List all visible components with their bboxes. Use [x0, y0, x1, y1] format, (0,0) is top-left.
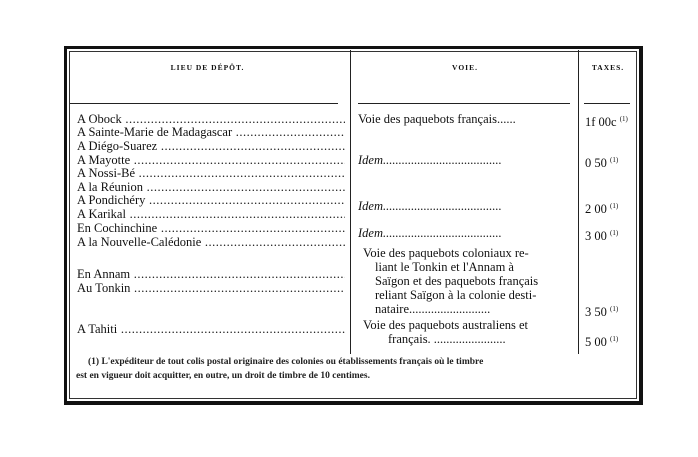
- header-voie: VOIE.: [452, 63, 478, 72]
- header-rule: [584, 103, 630, 104]
- tax-value: [585, 112, 635, 129]
- header-lieu: LIEU DE DÉPÔT.: [170, 63, 245, 72]
- voie-item: français. .......................: [388, 332, 506, 346]
- voie-item: Idem......................................: [358, 153, 502, 167]
- lieu-item: A Diégo-Suarez .....: [77, 139, 345, 153]
- voie-item: Voie des paquebots australiens et: [363, 318, 529, 332]
- voie-item: nataire..........................: [375, 302, 491, 316]
- tax-value: [585, 226, 635, 243]
- lieu-item: A Sainte-Marie de Madagascar .....: [77, 125, 345, 139]
- lieu-item: A Karikal .....: [77, 207, 345, 221]
- note-mark: (1): [610, 156, 619, 164]
- lieu-item: En Annam .....: [77, 267, 345, 281]
- lieu-item: A Pondichéry .....: [77, 193, 345, 207]
- tax-amount: 1f 00c: [585, 115, 617, 130]
- tax-value: [585, 199, 635, 216]
- tax-value: [585, 302, 635, 319]
- voie-item: Idem......................................: [358, 226, 502, 240]
- tax-amount: 2 00: [585, 202, 607, 217]
- note-mark: (1): [610, 305, 619, 313]
- lieu-item: A Tahiti .....: [77, 322, 345, 336]
- note-mark: (1): [610, 229, 619, 237]
- voie-item: Voie des paquebots coloniaux re-: [363, 246, 529, 260]
- tax-amount: 3 50: [585, 305, 607, 320]
- lieu-item: Au Tonkin .....: [77, 281, 345, 295]
- tax-value: [585, 332, 635, 349]
- voie-item: Idem......................................: [358, 199, 502, 213]
- lieu-item: En Cochinchine .....: [77, 221, 345, 235]
- voie-item: Saïgon et des paquebots français: [375, 274, 539, 288]
- column-divider: [350, 50, 351, 354]
- voie-item: Voie des paquebots français......: [358, 112, 516, 126]
- note-mark: (1): [610, 202, 619, 210]
- lieu-item: A la Nouvelle-Calédonie .....: [77, 235, 345, 249]
- tax-amount: 5 00: [585, 335, 607, 350]
- header-rule: [70, 103, 338, 104]
- note-mark: (1): [619, 115, 628, 123]
- tax-amount: 3 00: [585, 229, 607, 244]
- header-taxes: TAXES.: [591, 63, 625, 72]
- note-mark: (1): [610, 335, 619, 343]
- header-rule: [358, 103, 570, 104]
- voie-item: liant le Tonkin et l'Annam à: [375, 260, 514, 274]
- column-divider: [578, 50, 579, 354]
- tax-amount: 0 50: [585, 156, 607, 171]
- footnote-line: est en vigueur doit acquitter, en outre, un droit de timbre de 10 centimes.: [76, 371, 370, 381]
- tax-value: [585, 153, 635, 170]
- footnote-line: (1) L'expéditeur de tout colis postal originaire des colonies ou établissements français où le timbre: [88, 357, 484, 367]
- lieu-item: A Obock .....: [77, 112, 345, 126]
- voie-item: reliant Saïgon à la colonie desti-: [375, 288, 537, 302]
- lieu-item: A Mayotte .....: [77, 153, 345, 167]
- lieu-item: A Nossi-Bé .....: [77, 166, 345, 180]
- lieu-item: A la Réunion .....: [77, 180, 345, 194]
